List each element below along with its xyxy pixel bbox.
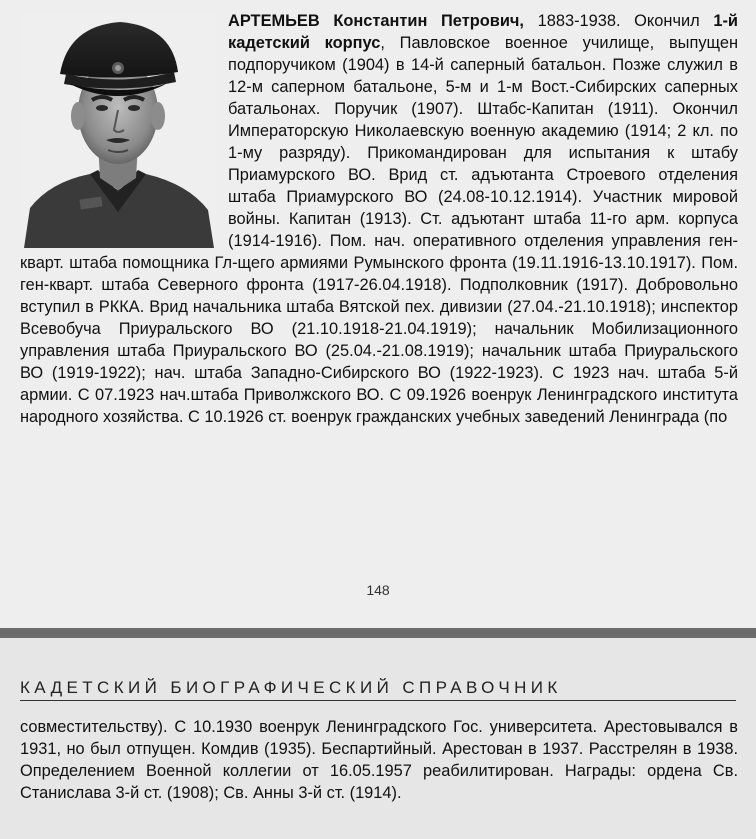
running-header: КАДЕТСКИЙ БИОГРАФИЧЕСКИЙ СПРАВОЧНИК [20,678,736,701]
page-number: 148 [366,582,390,598]
biography-continuation-paragraph: совместительству). С 10.1930 военрук Ленинградского Гос. университета. Арестовывался в 1931, но был отпущен. Комдив (1935). Беспартийный. Арестован в 1937. Расстрелян в 1938. Определением Военной коллегии от 16.05.1957 реабилитирован. Награды: ордена Св. Станислава 3-й ст. (1908); Св. Анны 3-й ст. (1914). [20,718,738,802]
biography-entry [20,10,738,428]
cadet-corps-name: 1-й кадетский корпус [228,12,738,52]
biography-text: , Павловское военное училище, выпущен подпоручиком (1904) в 14-й саперный батальон. Позже служил в 12-м саперном батальоне, 5-м и 1-м Вост.-Сибирских саперных батальонах. Поручик (1907). Штабс-Капитан (1911). Окончил Императорскую Николаевскую военную академию (1914; 2 кл. по 1-му разряду). Прикомандирован для испытания к штабу Приамурского ВО. Врид ст. адъютанта Строевого отделения штаба Приамурского ВО (24.08-10.12.1914). Участник мировой войны. Капитан (1913). Ст. адъютант штаба 11-го арм. корпуса (1914-1916). Пом. нач. оперативного отделения управления ген-кварт. штаба помощника Гл-щего армиями Румынского фронта (19.11.1916-13.10.1917). Пом. ген-кварт. штаба Северного фронта (1917-26.04.1918). Подполковник (1917). Добровольно вступил в РККА. Врид начальника штаба Вятской пех. дивизии (27.04.-21.10.1918); инспектор Всевобуча Приуральского ВО (21.10.1918-21.04.1919); начальник Мобилизационного управления штаба Приуральского ВО (25.04.-21.08.1919); начальник штаба Приуральского ВО (1919-1922); нач. штаба Западно-Сибирского ВО (1922-1923). С 1923 нач. штаба 5-й армии. С 07.1923 нач.штаба Приволжского ВО. С 09.1926 военрук Ленинградского института народного хозяйства. С 10.1926 ст. военрук гражданских учебных заведений Ленинграда (по [20,34,738,426]
portrait-photo-drawing [20,12,216,248]
portrait-photo [20,12,216,248]
person-years: 1883-1938. Окончил [523,12,714,30]
book-page-next [0,638,756,839]
biography-continuation [20,716,738,804]
page-separator [0,628,756,638]
person-name: АРТЕМЬЕВ Константин Петрович, [228,12,524,30]
